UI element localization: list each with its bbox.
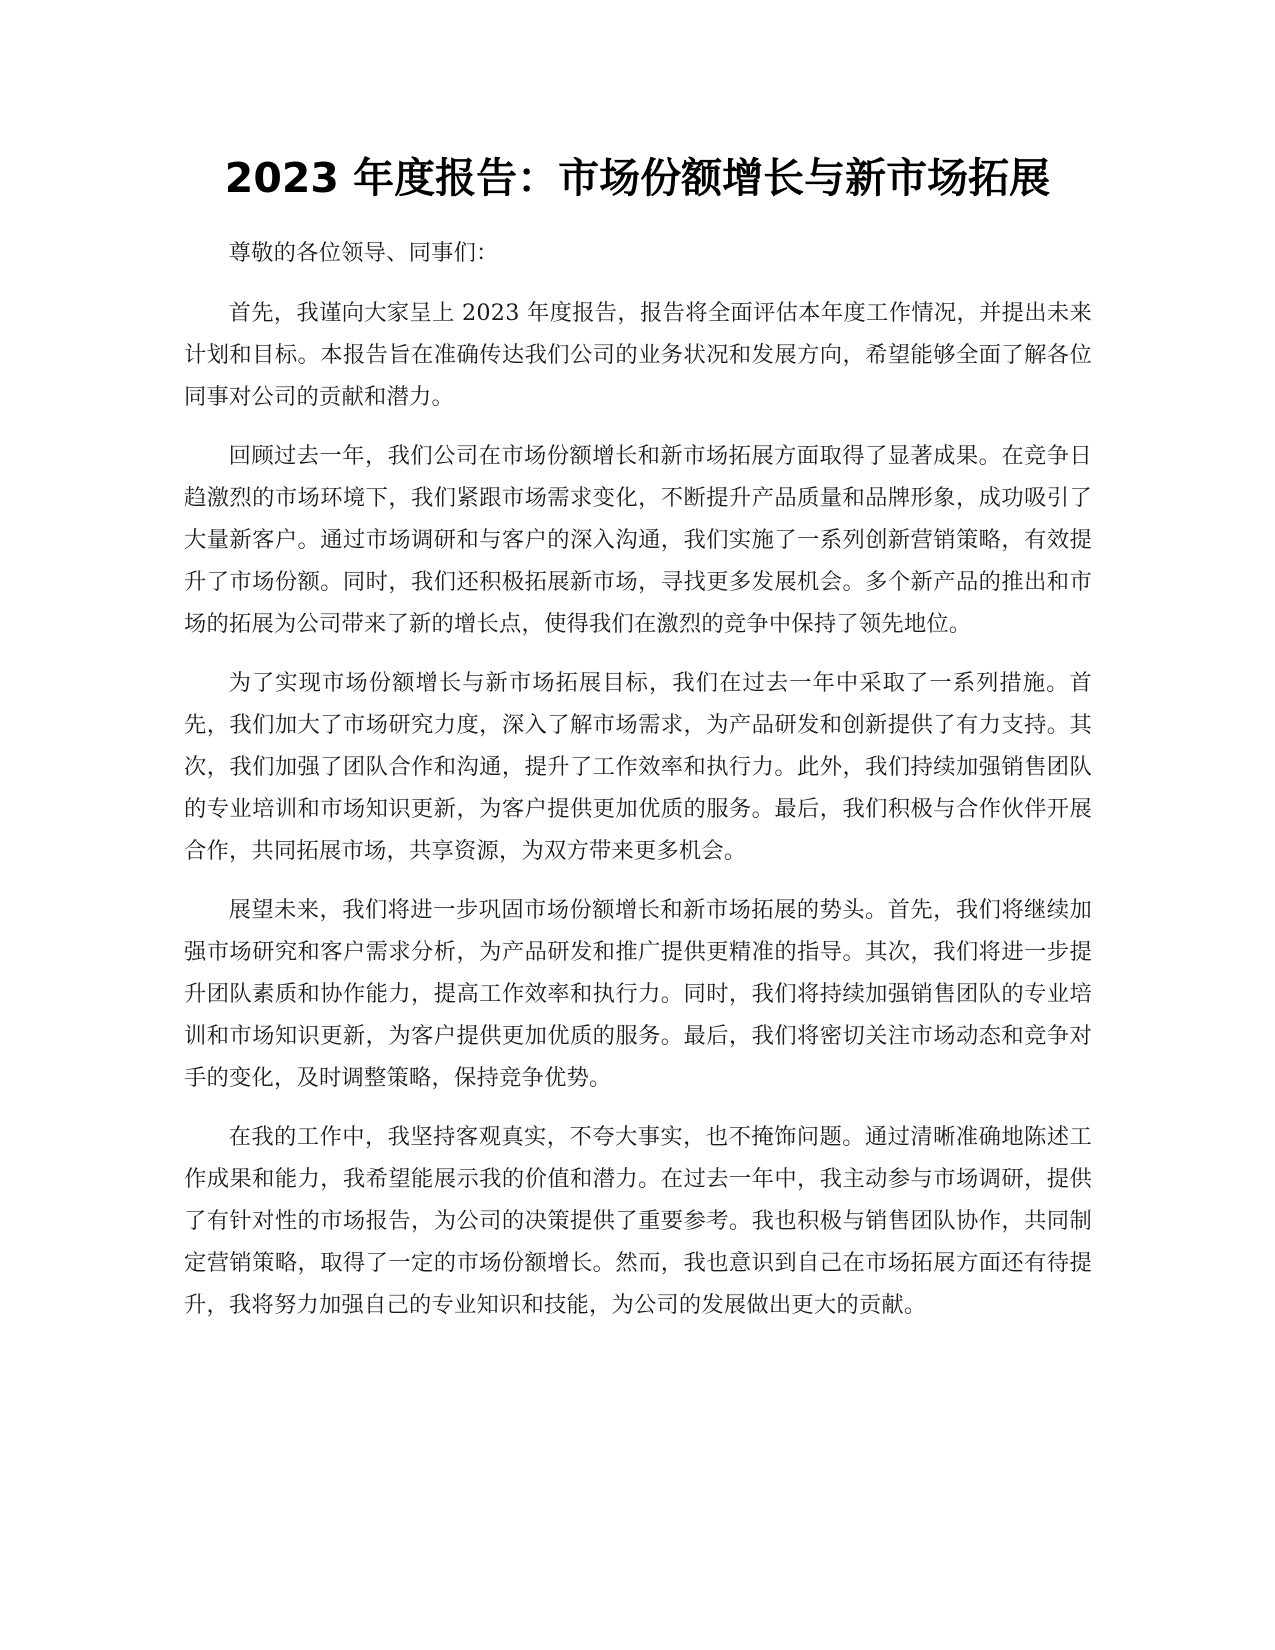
greeting: 尊敬的各位领导、同事们： <box>228 240 499 266</box>
paragraph-measures: 为了实现市场份额增长与新市场拓展目标，我们在过去一年中采取了一系列措施。首先，我们加大了市场研究力度，深入了解市场需求，为产品研发和创新提供了有力支持。其次，我们加强了团队合作和沟通，提升了工作效率和执行力。此外，我们持续加强销售团队的专业培训和市场知识更新，为客户提供更加优质的服务。最后，我们积极与合作伙伴开展合作，共同拓展市场，共享资源，为双方带来更多机会。 <box>184 670 1092 864</box>
paragraph-outlook: 展望未来，我们将进一步巩固市场份额增长和新市场拓展的势头。首先，我们将继续加强市场研究和客户需求分析，为产品研发和推广提供更精准的指导。其次，我们将进一步提升团队素质和协作能力，提高工作效率和执行力。同时，我们将持续加强销售团队的专业培训和市场知识更新，为客户提供更加优质的服务。最后，我们将密切关注市场动态和竞争对手的变化，及时调整策略，保持竞争优势。 <box>184 897 1092 1091</box>
paragraph-self-assessment: 在我的工作中，我坚持客观真实，不夸大事实，也不掩饰问题。通过清晰准确地陈述工作成果和能力，我希望能展示我的价值和潜力。在过去一年中，我主动参与市场调研，提供了有针对性的市场报告，为公司的决策提供了重要参考。我也积极与销售团队协作，共同制定营销策略，取得了一定的市场份额增长。然而，我也意识到自己在市场拓展方面还有待提升，我将努力加强自己的专业知识和技能，为公司的发展做出更大的贡献。 <box>184 1124 1092 1318</box>
document-title: 2023 年度报告：市场份额增长与新市场拓展 <box>224 154 1051 202</box>
paragraph-review: 回顾过去一年，我们公司在市场份额增长和新市场拓展方面取得了显著成果。在竞争日趋激烈的市场环境下，我们紧跟市场需求变化，不断提升产品质量和品牌形象，成功吸引了大量新客户。通过市场调研和与客户的深入沟通，我们实施了一系列创新营销策略，有效提升了市场份额。同时，我们还积极拓展新市场，寻找更多发展机会。多个新产品的推出和市场的拓展为公司带来了新的增长点，使得我们在激烈的竞争中保持了领先地位。 <box>184 443 1092 637</box>
document-body <box>184 232 1092 1343</box>
paragraph-intro: 首先，我谨向大家呈上 2023 年度报告，报告将全面评估本年度工作情况，并提出未来计划和目标。本报告旨在准确传达我们公司的业务状况和发展方向，希望能够全面了解各位同事对公司的贡献和潜力。 <box>184 300 1092 410</box>
